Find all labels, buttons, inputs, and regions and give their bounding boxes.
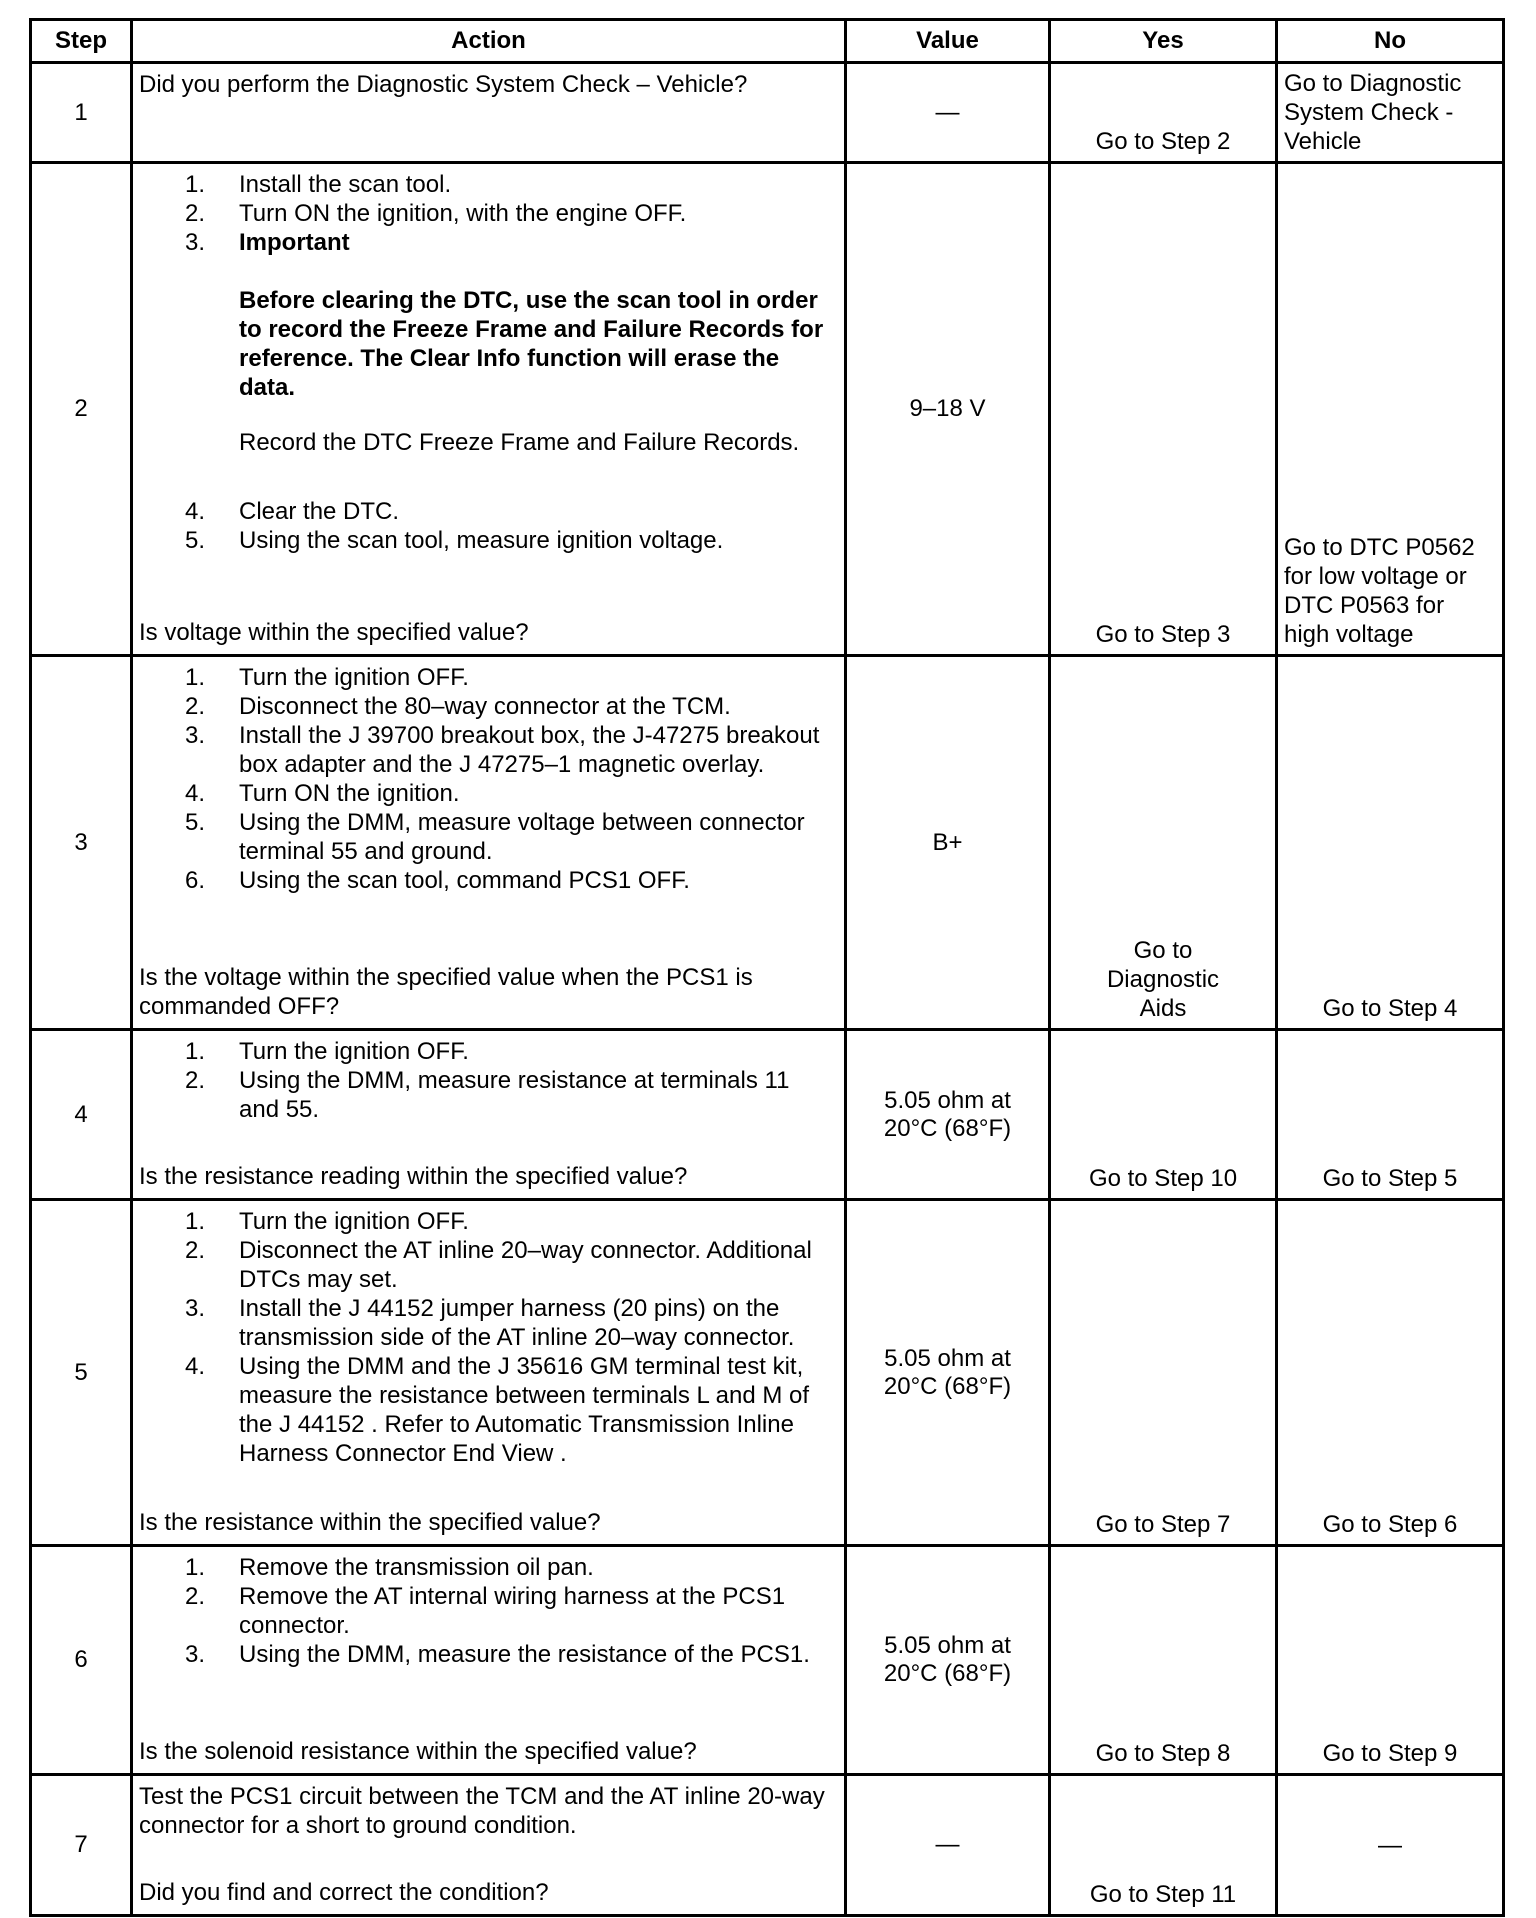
yes-outcome: Go to Step 7 [1095, 1510, 1231, 1538]
yes-outcome: Go to Step 8 [1095, 1739, 1231, 1767]
list-item: 2. Disconnect the 80–way connector at the TCM. [185, 693, 731, 720]
list-item: 2. Remove the AT internal wiring harness at the PCS1 connector. [185, 1583, 786, 1639]
no-cell [1277, 656, 1504, 1030]
header-row [31, 20, 1504, 63]
step-number: 4 [31, 1030, 132, 1200]
list-item: 1. Turn the ignition OFF. [185, 1208, 469, 1235]
action-cell [132, 656, 846, 1030]
table-row [31, 1030, 1504, 1200]
value-cell [846, 1546, 1050, 1775]
table-row [31, 1546, 1504, 1775]
action-question: Is voltage within the specified value? [139, 619, 529, 646]
yes-cell [1050, 656, 1277, 1030]
list-item: 3. Install the J 39700 breakout box, the J-47275 breakout box adapter and the J 47275–1 magnetic overlay. [185, 722, 820, 778]
list-item: 4. Turn ON the ignition. [185, 780, 460, 807]
value-text: — [935, 98, 960, 126]
list-item: 3. Using the DMM, measure the resistance of the PCS1. [185, 1641, 810, 1668]
no-cell [1277, 163, 1504, 656]
list-item: 5. Using the DMM, measure voltage between connector terminal 55 and ground. [185, 809, 805, 865]
step-number: 3 [31, 656, 132, 1030]
no-outcome: Go to DTC P0562 for low voltage or DTC P0563 for high voltage [1284, 533, 1475, 648]
list-item: 6. Using the scan tool, command PCS1 OFF. [185, 867, 690, 894]
action-cell [132, 163, 846, 656]
action-text: Did you perform the Diagnostic System Check – Vehicle? [139, 71, 748, 98]
value-text: 5.05 ohm at 20°C (68°F) [883, 1632, 1012, 1687]
action-cell [132, 1546, 846, 1775]
table-row [31, 63, 1504, 163]
list-item: 1. Install the scan tool. [185, 171, 452, 198]
action-cell [132, 1775, 846, 1916]
value-text: 5.05 ohm at 20°C (68°F) [883, 1086, 1012, 1142]
yes-cell [1050, 1546, 1277, 1775]
yes-cell [1050, 1200, 1277, 1546]
no-outcome: — [1378, 1831, 1402, 1859]
action-question: Is the voltage within the specified value when the PCS1 is commanded OFF? [139, 964, 753, 1020]
step-number: 1 [31, 63, 132, 163]
step-number: 2 [31, 163, 132, 656]
no-cell [1277, 1775, 1504, 1916]
value-cell [846, 63, 1050, 163]
action-question: Is the resistance within the specified value? [139, 1509, 601, 1536]
list-item: 2. Disconnect the AT inline 20–way connector. Additional DTCs may set. [185, 1237, 812, 1293]
list-item: 5. Using the scan tool, measure ignition voltage. [185, 527, 724, 554]
list-item: 1. Turn the ignition OFF. [185, 1038, 469, 1065]
list-item: 4. Using the DMM and the J 35616 GM terminal test kit, measure the resistance between terminals L and M of the J 44152 . Refer to Automatic Transmission Inline Harness Connector End View . [185, 1353, 810, 1467]
yes-cell [1050, 1030, 1277, 1200]
important-record: Record the DTC Freeze Frame and Failure Records. [239, 429, 800, 456]
action-cell [132, 1030, 846, 1200]
list-item: 4. Clear the DTC. [185, 498, 400, 525]
important-note: Before clearing the DTC, use the scan tool in order to record the Freeze Frame and Failure Records for reference. The Clear Info function will erase the data. [239, 287, 824, 401]
list-item: 3. Important Before clearing the DTC, use the scan tool in order to record the Freeze Frame and Failure Records for reference. The Clear Info function will erase the data. Record the DTC Freeze Frame and Failure Records. [139, 228, 836, 457]
yes-outcome: Go to Step 2 [1095, 127, 1231, 155]
value-text: 5.05 ohm at 20°C (68°F) [883, 1344, 1012, 1400]
action-text: Test the PCS1 circuit between the TCM and the AT inline 20-way connector for a short to ground condition. [139, 1783, 825, 1839]
step-number: 7 [31, 1775, 132, 1916]
yes-outcome: Go to Diagnostic Aids [1106, 936, 1220, 1022]
no-outcome: Go to Step 6 [1322, 1510, 1458, 1538]
yes-cell [1050, 63, 1277, 163]
yes-outcome: Go to Step 11 [1089, 1880, 1237, 1908]
value-cell [846, 656, 1050, 1030]
value-cell [846, 1775, 1050, 1916]
no-cell [1277, 63, 1504, 163]
list-item: 2. Using the DMM, measure resistance at terminals 11 and 55. [185, 1067, 790, 1123]
value-text: — [935, 1831, 960, 1858]
header-yes: Yes [1050, 20, 1277, 63]
list-item: 1. Turn the ignition OFF. [185, 664, 469, 691]
table-row [31, 163, 1504, 656]
header-value: Value [846, 20, 1050, 63]
no-cell [1277, 1200, 1504, 1546]
value-text: 9–18 V [909, 395, 986, 422]
yes-outcome: Go to Step 10 [1088, 1164, 1238, 1192]
yes-cell [1050, 1775, 1277, 1916]
action-cell [132, 1200, 846, 1546]
header-no: No [1277, 20, 1504, 63]
table-row [31, 1200, 1504, 1546]
table-row [31, 1775, 1504, 1916]
step-number: 5 [31, 1200, 132, 1546]
yes-cell [1050, 163, 1277, 656]
action-question: Did you find and correct the condition? [139, 1879, 549, 1906]
value-cell [846, 1030, 1050, 1200]
no-cell [1277, 1030, 1504, 1200]
no-cell [1277, 1546, 1504, 1775]
yes-outcome: Go to Step 3 [1095, 620, 1231, 648]
list-item: 2. Turn ON the ignition, with the engine OFF. [185, 200, 687, 227]
diagnostic-table [29, 18, 1505, 1917]
value-cell [846, 163, 1050, 656]
list-item: 3. Install the J 44152 jumper harness (20 pins) on the transmission side of the AT inline 20–way connector. [185, 1295, 795, 1351]
value-text: B+ [932, 828, 963, 856]
action-cell [132, 63, 846, 163]
action-question: Is the solenoid resistance within the specified value? [139, 1738, 697, 1765]
no-outcome: Go to Step 5 [1322, 1164, 1458, 1192]
step-number: 6 [31, 1546, 132, 1775]
header-step: Step [31, 20, 132, 63]
important-label: Important [239, 229, 350, 256]
list-item: 1. Remove the transmission oil pan. [185, 1554, 594, 1581]
no-outcome: Go to Step 9 [1322, 1739, 1458, 1767]
value-cell [846, 1200, 1050, 1546]
action-question: Is the resistance reading within the specified value? [139, 1163, 688, 1190]
header-action: Action [132, 20, 846, 63]
table-row [31, 656, 1504, 1030]
no-outcome: Go to Step 4 [1322, 994, 1458, 1022]
no-outcome: Go to Diagnostic System Check - Vehicle [1284, 69, 1462, 155]
